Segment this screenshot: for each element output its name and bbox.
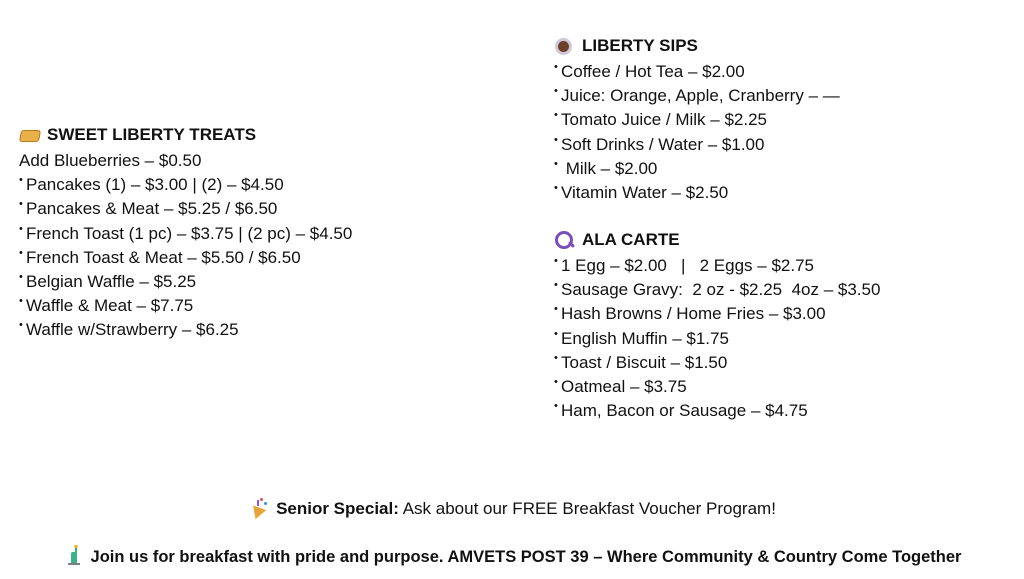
statue-of-liberty-icon: [63, 545, 83, 565]
sweet-liberty-treats-list: [19, 149, 352, 343]
sweet-liberty-treats-heading: [19, 123, 352, 147]
senior-special-line: [0, 497, 1024, 519]
liberty-sips-heading: [554, 34, 840, 58]
footer-text: Join us for breakfast with pride and purpose. AMVETS POST 39 – Where Community & Country Come Together: [90, 548, 962, 566]
sweet-liberty-treats-title: SWEET LIBERTY TREATS: [47, 125, 257, 144]
menu-item: • Belgian Waffle – $5.25: [19, 270, 352, 294]
ala-carte-list: [554, 254, 880, 423]
menu-item: • French Toast (1 pc) – $3.75 | (2 pc) – $4.50: [19, 222, 352, 246]
party-popper-icon: [248, 497, 268, 517]
senior-special-label: Senior Special:: [276, 499, 399, 518]
menu-item: • Toast / Biscuit – $1.50: [554, 351, 880, 375]
sweet-liberty-treats-section: [19, 123, 352, 343]
footer-tagline: [0, 545, 1024, 567]
ala-carte-title: ALA CARTE: [582, 230, 680, 249]
menu-item: • Juice: Orange, Apple, Cranberry – —: [554, 84, 840, 108]
menu-item: • French Toast & Meat – $5.50 / $6.50: [19, 246, 352, 270]
menu-item: • Sausage Gravy: 2 oz - $2.25 4oz – $3.50: [554, 278, 880, 302]
menu-item: • Oatmeal – $3.75: [554, 375, 880, 399]
menu-item: • Waffle & Meat – $7.75: [19, 294, 352, 318]
menu-item: • Pancakes (1) – $3.00 | (2) – $4.50: [19, 173, 352, 197]
senior-special-text: Ask about our FREE Breakfast Voucher Program!: [402, 499, 776, 518]
menu-item: • Soft Drinks / Water – $1.00: [554, 133, 840, 157]
menu-item: • English Muffin – $1.75: [554, 327, 880, 351]
coffee-cup-icon: [554, 36, 574, 56]
menu-item: • Vitamin Water – $2.50: [554, 181, 840, 205]
menu-item: • Tomato Juice / Milk – $2.25: [554, 108, 840, 132]
magnifier-icon: [554, 230, 574, 250]
waffle-icon: [19, 127, 39, 143]
ala-carte-section: [554, 228, 880, 423]
ala-carte-heading: [554, 228, 880, 252]
liberty-sips-section: [554, 34, 840, 205]
menu-item: • Pancakes & Meat – $5.25 / $6.50: [19, 197, 352, 221]
menu-item: Add Blueberries – $0.50: [19, 151, 202, 170]
liberty-sips-title: LIBERTY SIPS: [582, 36, 698, 55]
menu-item: • Waffle w/Strawberry – $6.25: [19, 318, 352, 342]
menu-item: • Hash Browns / Home Fries – $3.00: [554, 302, 880, 326]
menu-item: • 1 Egg – $2.00 | 2 Eggs – $2.75: [554, 254, 880, 278]
liberty-sips-list: [554, 60, 840, 205]
menu-item: • Milk – $2.00: [554, 157, 840, 181]
menu-item: • Ham, Bacon or Sausage – $4.75: [554, 399, 880, 423]
menu-item: • Coffee / Hot Tea – $2.00: [554, 60, 840, 84]
